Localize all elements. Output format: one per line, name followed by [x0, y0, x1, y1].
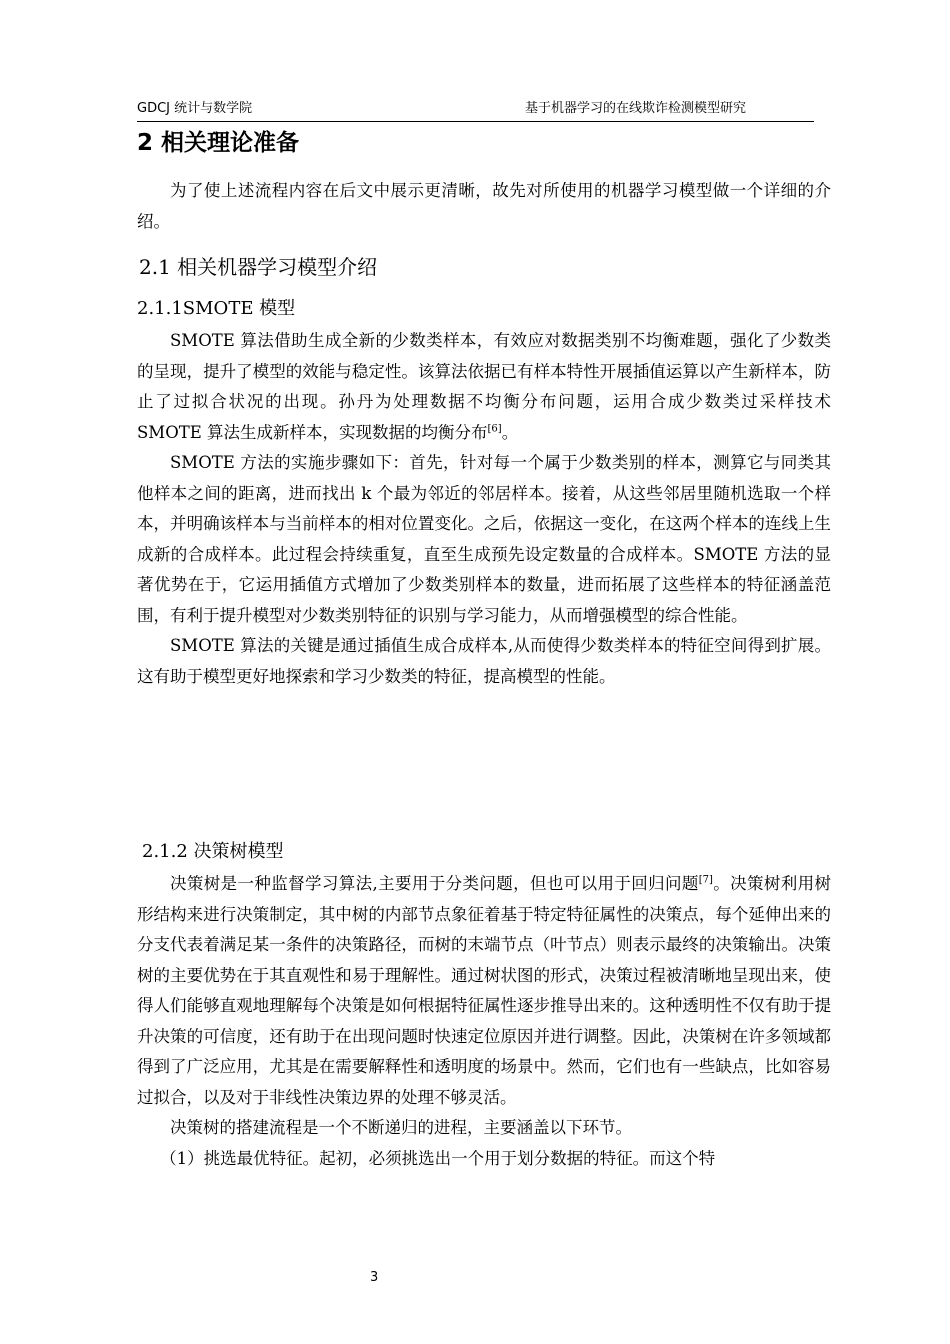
intro-paragraph: 为了使上述流程内容在后文中展示更清晰，故先对所使用的机器学习模型做一个详细的介绍。	[137, 181, 831, 231]
section-heading-2-1-2: 2.1.2 决策树模型	[142, 841, 284, 862]
header-right: 基于机器学习的在线欺诈检测模型研究	[525, 101, 747, 116]
dt-p1-rest: 。决策树利用树形结构来进行决策制定，其中树的内部节点象征着基于特定特征属性的决策点，每个延伸出来的分支代表着满足某一条件的决策路径，而树的末端节点（叶节点）则表示最终的决策输出。决策树的主要优势在于其直观性和易于理解性。通过树状图的形式，决策过程被清晰地呈现出来，使得人们能够直观地理解每个决策是如何根据特征属性逐步推导出来的。这种透明性不仅有助于提升决策的可信度，还有助于在出现问题时快速定位原因并进行调整。因此，决策树在许多领域都得到了广泛应用，尤其是在需要解释性和透明度的场景中。然而，它们也有一些缺点，比如容易过拟合，以及对于非线性决策边界的处理不够灵活。	[137, 874, 832, 1107]
page-number: 3	[370, 1270, 379, 1285]
smote-p1-end: 。	[501, 422, 519, 442]
decision-tree-block	[137, 869, 831, 1174]
section-heading-2-1-1: 2.1.1SMOTE 模型	[137, 298, 296, 319]
dt-paragraph-3: （1）挑选最优特征。起初，必须挑选出一个用于划分数据的特征。而这个特	[160, 1148, 716, 1168]
dt-p1-start: 决策树是一种监督学习算法,主要用于分类问题，但也可以用于回归问题	[170, 874, 699, 893]
smote-block	[137, 326, 831, 692]
section-heading-2-1: 2.1 相关机器学习模型介绍	[139, 255, 378, 279]
dt-paragraph-1	[137, 869, 831, 1113]
chapter-title: 2 相关理论准备	[137, 130, 300, 156]
smote-paragraph-2: SMOTE 方法的实施步骤如下：首先，针对每一个属于少数类别的样本，测算它与同类其他样本之间的距离，进而找出 k 个最为邻近的邻居样本。接着，从这些邻居里随机选取一个样本，并明确该样本与当前样本的相对位置变化。之后，依据这一变化，在这两个样本的连线上生成新的合成样本。此过程会持续重复，直至生成预先设定数量的合成样本。SMOTE 方法的显著优势在于，它运用插值方式增加了少数类别样本的数量，进而拓展了这些样本的特征涵盖范围，有利于提升模型对少数类别特征的识别与学习能力，从而增强模型的综合性能。	[137, 453, 831, 625]
smote-paragraph-3: SMOTE 算法的关键是通过插值生成合成样本,从而使得少数类样本的特征空间得到扩展。这有助于模型更好地探索和学习少数类的特征，提高模型的性能。	[137, 636, 831, 686]
header-rule	[137, 121, 814, 122]
smote-p1-text: SMOTE 算法借助生成全新的少数类样本，有效应对数据类别不均衡难题，强化了少数类的呈现，提升了模型的效能与稳定性。该算法依据已有样本特性开展插值运算以产生新样本，防止了过拟合状况的出现。孙丹为处理数据不均衡分布问题，运用合成少数类过采样技术 SMOTE 算法生成新样本，实现数据的均衡分布	[137, 331, 831, 442]
citation-7: [7]	[698, 874, 713, 886]
intro-block	[137, 176, 831, 237]
smote-paragraph-1	[137, 326, 831, 448]
dt-paragraph-2: 决策树的搭建流程是一个不断递归的进程，主要涵盖以下环节。	[170, 1118, 632, 1137]
citation-6: [6]	[487, 423, 502, 434]
header-left: GDCJ 统计与数学院	[137, 101, 253, 116]
